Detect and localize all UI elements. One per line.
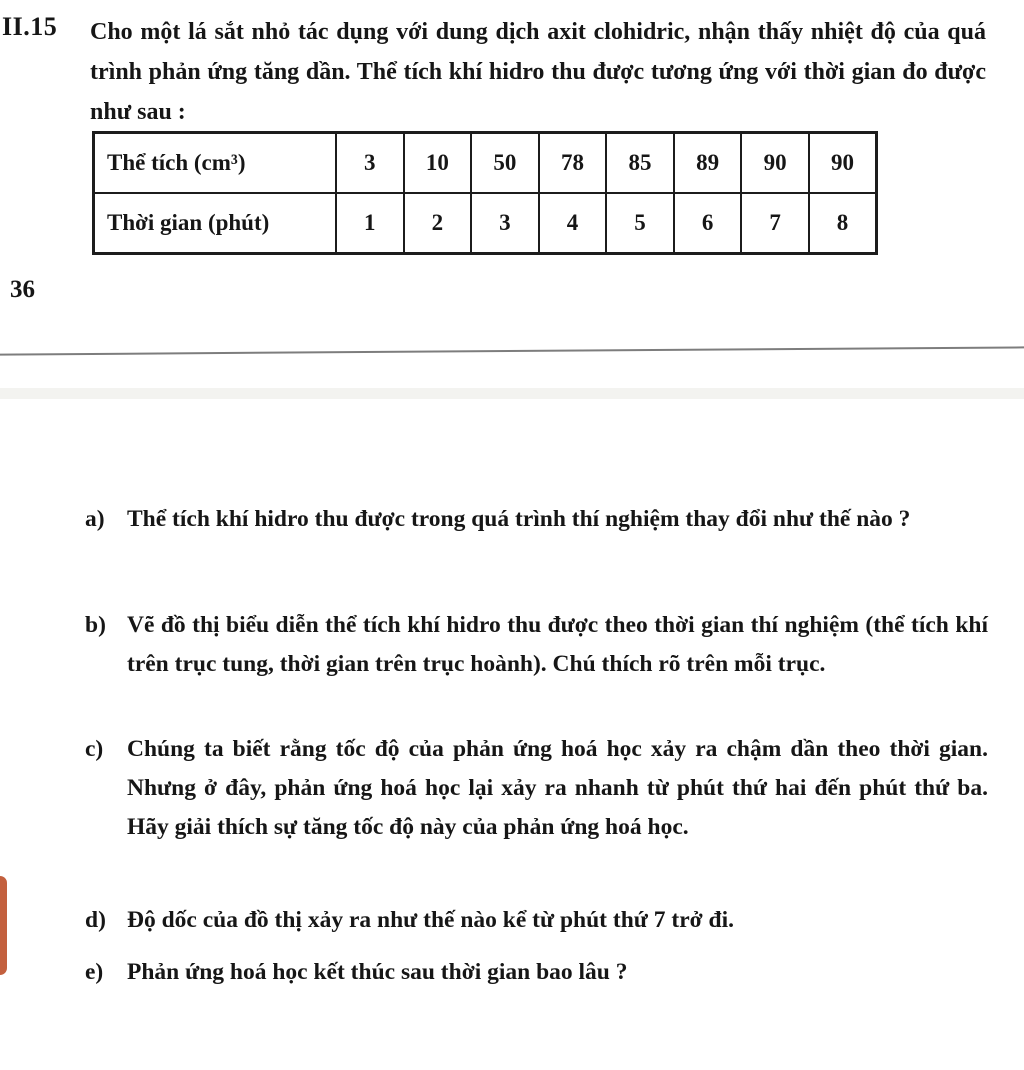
question-label: a) xyxy=(85,506,105,532)
table-cell: 85 xyxy=(606,133,674,194)
question-d xyxy=(85,901,988,940)
problem-statement: Cho một lá sắt nhỏ tác dụng với dung dịch axit clohidric, nhận thấy nhiệt độ của quá trình phản ứng tăng dần. Thể tích khí hidro thu được tương ứng với thời gian đo được như sau : xyxy=(90,19,986,125)
table-row-time xyxy=(94,193,877,254)
question-text: Vẽ đồ thị biểu diễn thể tích khí hidro thu được theo thời gian thí nghiệm (thể tích khí trên trục tung, thời gian trên trục hoành). Chú thích rõ trên mỗi trục. xyxy=(127,612,988,677)
problem-number: II.15 xyxy=(2,12,58,41)
question-label: d) xyxy=(85,907,106,933)
table-cell: 6 xyxy=(674,193,742,254)
question-e xyxy=(85,953,988,992)
table-cell: 5 xyxy=(606,193,674,254)
table-row-volume xyxy=(94,133,877,194)
table-cell: 78 xyxy=(539,133,607,194)
table-cell: 3 xyxy=(471,193,539,254)
table-cell: 89 xyxy=(674,133,742,194)
table-cell: 8 xyxy=(809,193,877,254)
table-cell: 4 xyxy=(539,193,607,254)
table-cell: 3 xyxy=(336,133,404,194)
table-cell: 1 xyxy=(336,193,404,254)
page-number: 36 xyxy=(10,276,35,303)
question-text: Phản ứng hoá học kết thúc sau thời gian bao lâu ? xyxy=(127,959,628,985)
question-text: Thể tích khí hidro thu được trong quá trình thí nghiệm thay đổi như thế nào ? xyxy=(127,506,911,532)
orange-highlight-tab xyxy=(0,876,7,975)
question-c xyxy=(85,730,988,847)
volume-time-table xyxy=(92,131,878,255)
table-cell: 90 xyxy=(741,133,809,194)
question-label: c) xyxy=(85,736,104,762)
question-b xyxy=(85,606,988,684)
question-text: Chúng ta biết rằng tốc độ của phản ứng hoá học xảy ra chậm dần theo thời gian. Nhưng ở đây, phản ứng hoá học lại xảy ra nhanh từ phút thứ hai đến phút thứ ba. Hãy giải thích sự tăng tốc độ này của phản ứng hoá học. xyxy=(127,736,988,840)
table-cell: 50 xyxy=(471,133,539,194)
question-label: e) xyxy=(85,959,104,985)
table-cell: 90 xyxy=(809,133,877,194)
question-a xyxy=(85,500,988,539)
table-cell: 10 xyxy=(404,133,472,194)
question-text: Độ dốc của đồ thị xảy ra như thế nào kể từ phút thứ 7 trở đi. xyxy=(127,907,734,933)
page-divider-line xyxy=(0,346,1024,355)
table-cell: 2 xyxy=(404,193,472,254)
row-header-time: Thời gian (phút) xyxy=(94,193,337,254)
row-header-volume: Thể tích (cm³) xyxy=(94,133,337,194)
table-cell: 7 xyxy=(741,193,809,254)
question-label: b) xyxy=(85,612,106,638)
scan-seam-band xyxy=(0,388,1024,399)
